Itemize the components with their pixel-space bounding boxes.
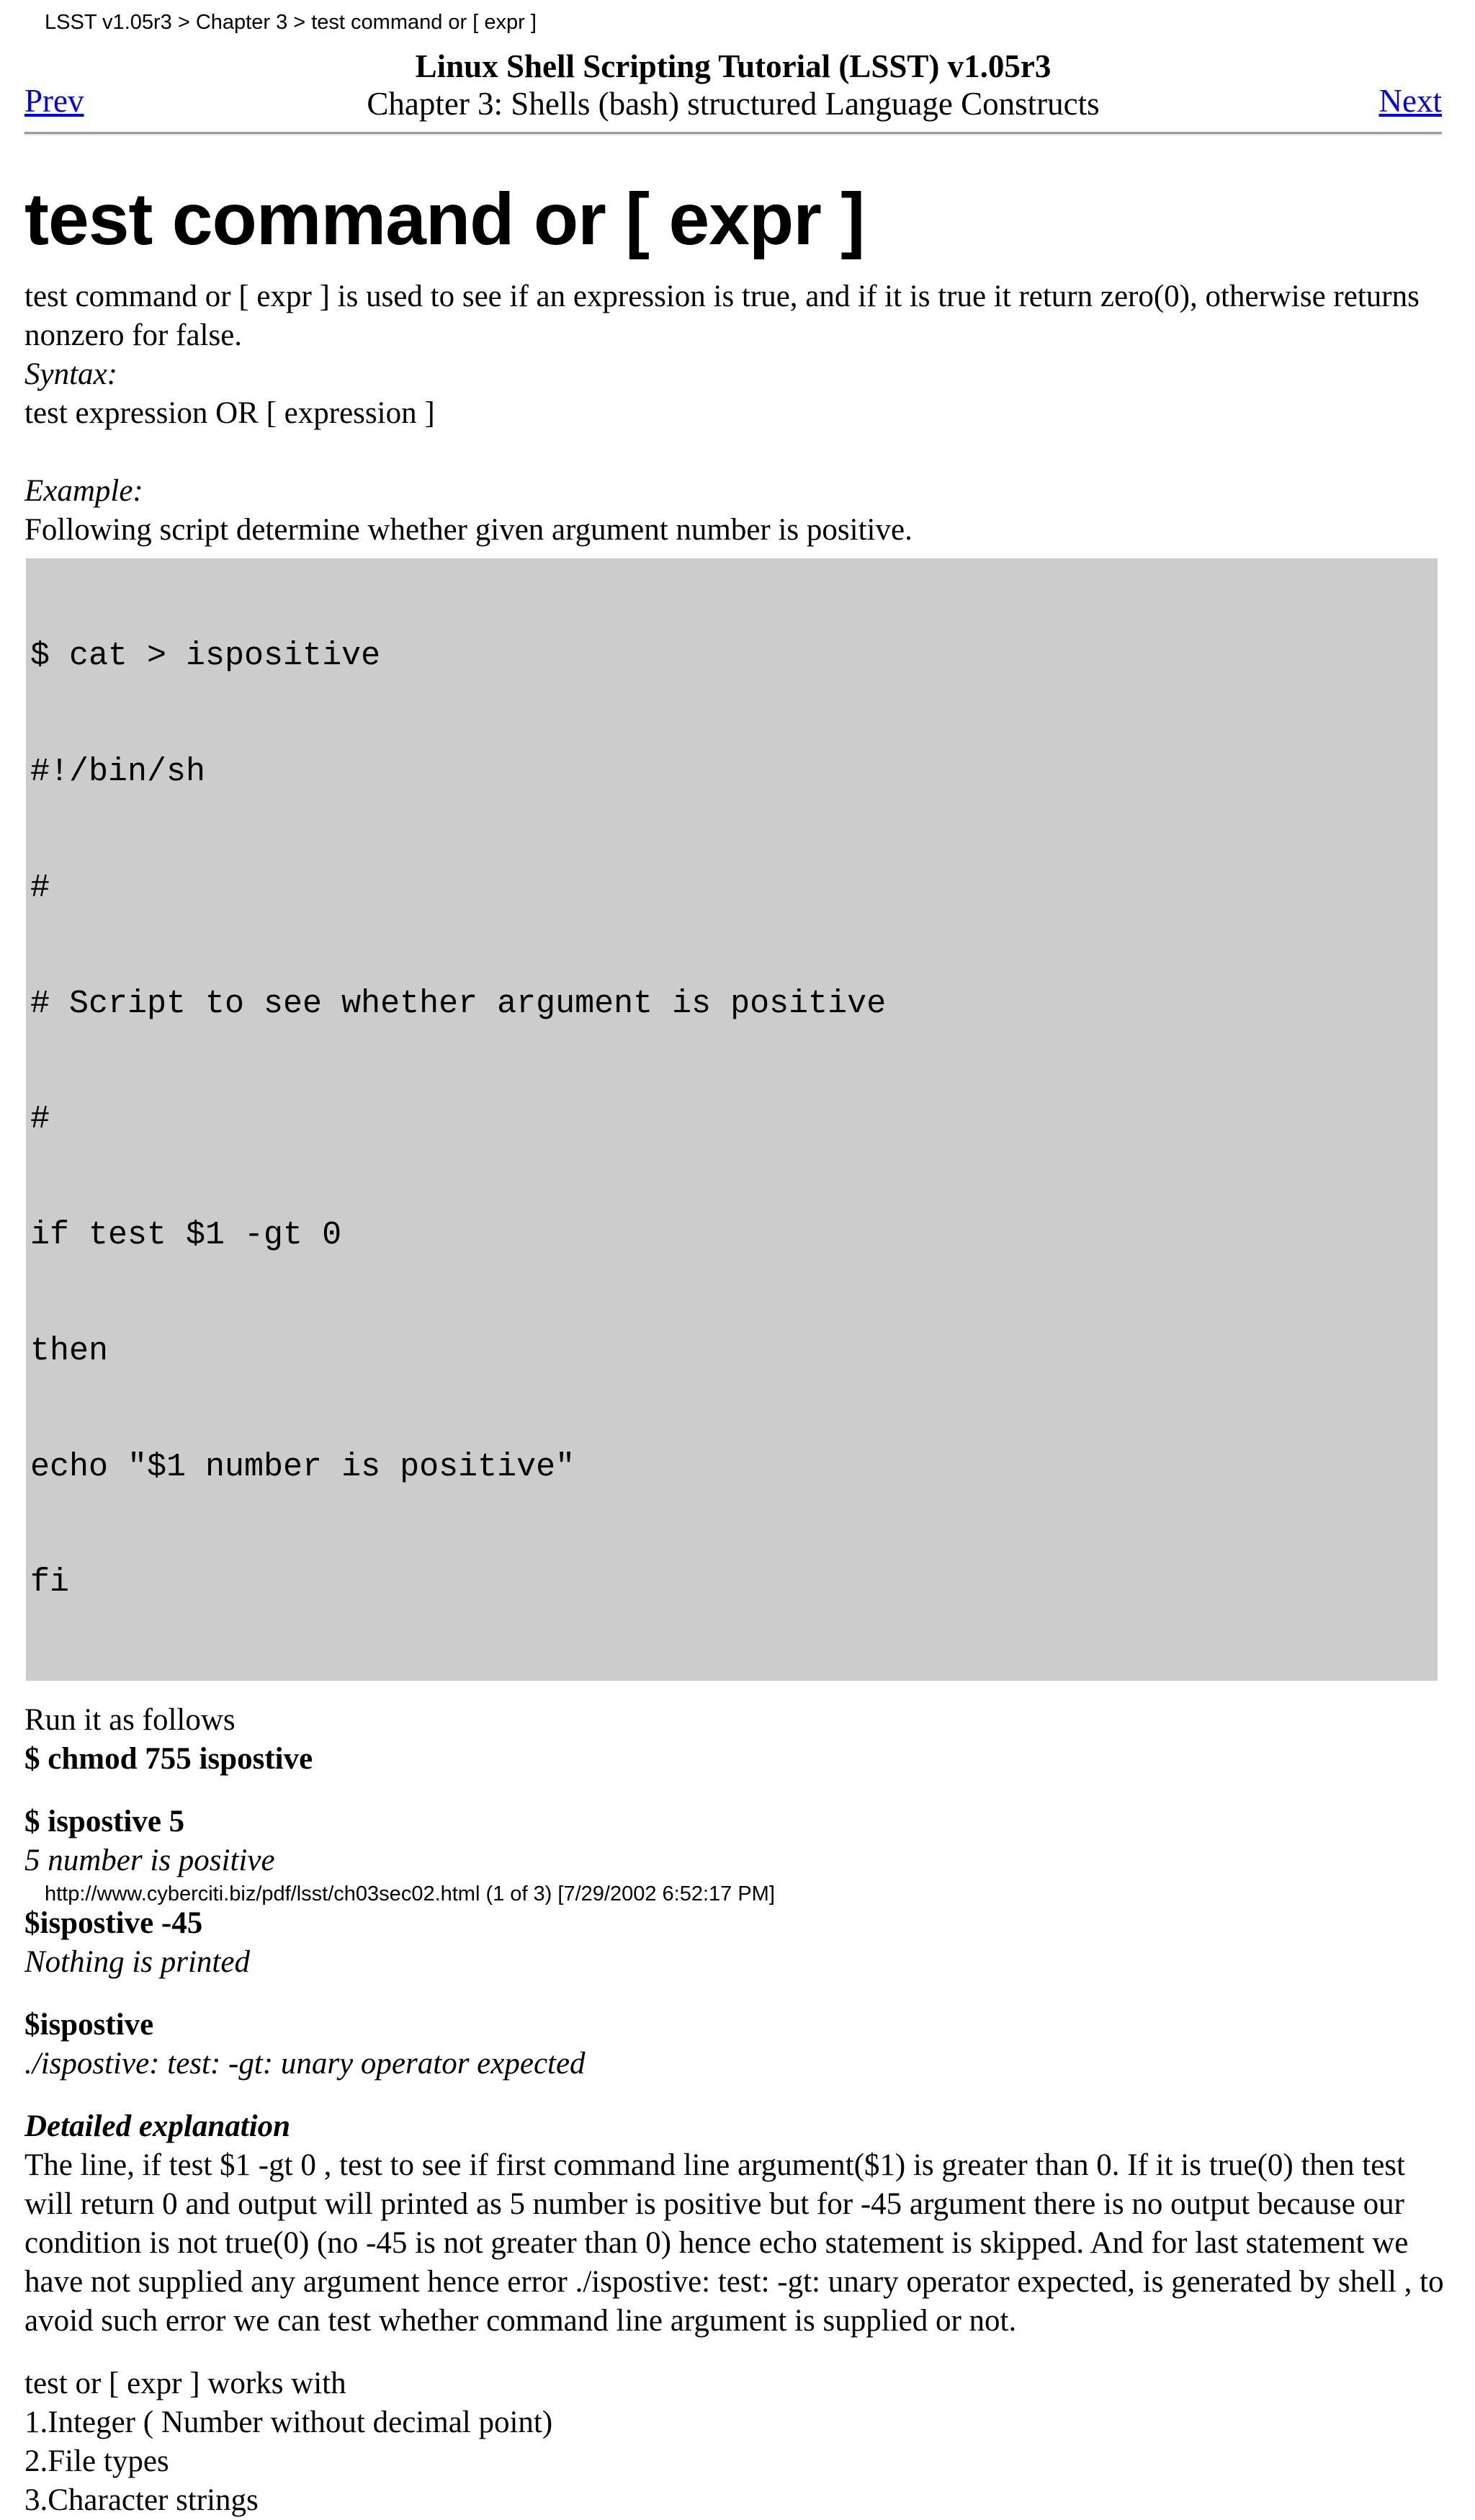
print-footer: http://www.cyberciti.biz/pdf/lsst/ch03sec02.html (1 of 3) [7/29/2002 6:52:17 PM] <box>45 1882 775 1905</box>
works-with-item: 3.Character strings <box>24 2483 259 2518</box>
run-command: $ chmod 755 ispostive <box>24 1742 313 1777</box>
explanation-label: Detailed explanation <box>24 2109 291 2144</box>
chapter-title: Chapter 3: Shells (bash) structured Language Constructs <box>367 86 1100 122</box>
example-label: Example: <box>24 474 143 508</box>
code-line: $ cat > ispositive <box>30 638 381 675</box>
example-description: Following script determine whether given argument number is positive. <box>24 513 913 547</box>
works-with-item: 2.File types <box>24 2444 169 2479</box>
next-link[interactable]: Next <box>1378 83 1442 119</box>
run-output: ./ispostive: test: -gt: unary operator expected <box>24 2047 586 2081</box>
run-command: $ispostive -45 <box>24 1906 203 1941</box>
main-content <box>24 177 1458 2520</box>
code-line: if test $1 -gt 0 <box>30 1217 342 1254</box>
syntax-label: Syntax: <box>24 357 117 391</box>
run-output: Nothing is printed <box>24 1945 250 1980</box>
code-line: # Script to see whether argument is positive <box>30 985 887 1022</box>
page-title: test command or [ expr ] <box>24 178 865 260</box>
syntax-text: test expression OR [ expression ] <box>24 396 435 430</box>
run-command: $ispostive <box>24 2008 154 2042</box>
run-label: Run it as follows <box>24 1703 236 1738</box>
code-line: # <box>30 1101 50 1138</box>
intro-paragraph: test command or [ expr ] is used to see if an expression is true, and if it is true it return zero(0), otherwise returns nonzero for false. <box>24 280 1420 352</box>
code-line: fi <box>30 1564 70 1601</box>
works-with-label: test or [ expr ] works with <box>24 2367 346 2401</box>
code-block <box>26 558 1438 1681</box>
code-line: then <box>30 1332 109 1370</box>
tutorial-title: Linux Shell Scripting Tutorial (LSST) v1.05r3 <box>415 48 1052 84</box>
code-line: # <box>30 869 50 906</box>
code-line: echo "$1 number is positive" <box>30 1448 575 1485</box>
navigation-header <box>24 48 1442 122</box>
works-with-item: 1.Integer ( Number without decimal point) <box>24 2405 553 2440</box>
explanation-paragraph: The line, if test $1 -gt 0 , test to see if first command line argument($1) is greater than 0. If it is true(0) then test will return 0 and output will printed as 5 number is positive but for -45 argument there is no output because our condition is not true(0) (no -45 is not greater than 0) hence echo statement is skipped. And for last statement we have not supplied any argument hence error ./ispostive: test: -gt: unary operator expected, is generated by shell , to avoid such error we can test whether command line argument is supplied or not. <box>24 2148 1444 2338</box>
prev-link[interactable]: Prev <box>24 83 84 119</box>
header-divider <box>24 132 1442 135</box>
run-output: 5 number is positive <box>24 1844 275 1878</box>
print-header: LSST v1.05r3 > Chapter 3 > test command or [ expr ] <box>45 11 537 34</box>
nav-title-block <box>24 48 1442 122</box>
run-command: $ ispostive 5 <box>24 1805 185 1839</box>
code-line: #!/bin/sh <box>30 753 206 790</box>
